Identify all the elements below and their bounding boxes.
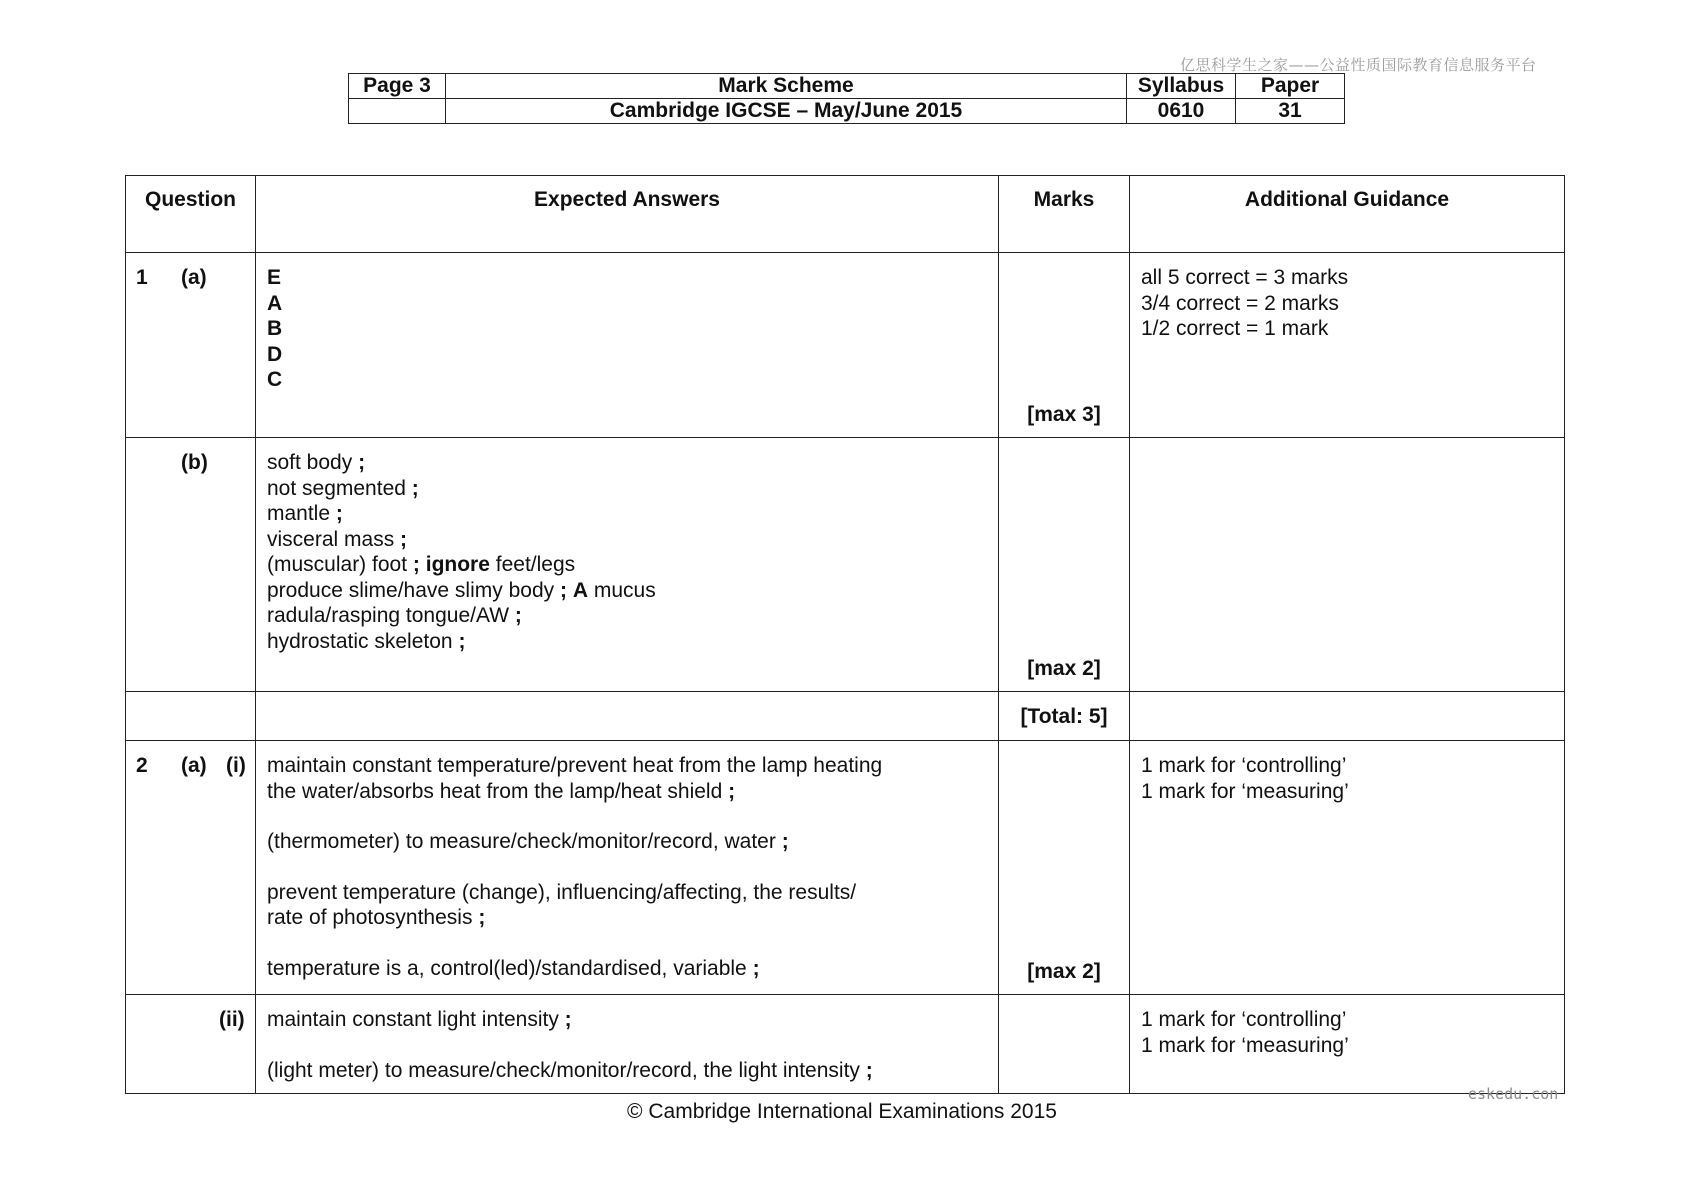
answer-line: radula/rasping tongue/AW ;: [267, 604, 522, 627]
mark-scheme-table: [125, 175, 1565, 1094]
table-header-row: [126, 176, 1565, 253]
answer-line: D: [267, 342, 283, 366]
table-row: [126, 438, 1565, 692]
answer-line: C: [267, 368, 283, 391]
answer-line: visceral mass ;: [267, 527, 408, 551]
syllabus-label: Syllabus: [1127, 74, 1236, 99]
question-number: 2: [136, 754, 148, 777]
column-question: Question: [126, 176, 256, 253]
guidance-line: 3/4 correct = 2 marks: [1141, 291, 1339, 315]
question-cell: [126, 438, 256, 692]
document-subtitle: Cambridge IGCSE – May/June 2015: [446, 99, 1127, 124]
guidance-line: 1 mark for ‘measuring’: [1141, 779, 1349, 803]
table-row: [126, 741, 1565, 995]
header-empty-cell: [349, 99, 446, 124]
question-cell: [126, 741, 256, 995]
document-title: Mark Scheme: [446, 74, 1127, 99]
marks-cell: [max 2]: [999, 438, 1130, 692]
marks-cell: [max 3]: [999, 253, 1130, 438]
empty-cell: [1130, 692, 1565, 741]
question-cell: [126, 995, 256, 1094]
answer-line: soft body ;: [267, 451, 366, 474]
answer-line: maintain constant temperature/prevent heat from the lamp heating: [267, 754, 883, 777]
answer-line: maintain constant light intensity ;: [267, 1008, 572, 1031]
answer-line: mantle ;: [267, 502, 343, 525]
answer-line: rate of photosynthesis ;: [267, 906, 486, 929]
column-answers: Expected Answers: [256, 176, 999, 253]
guidance-line: 1 mark for ‘measuring’: [1141, 1033, 1349, 1057]
guidance-line: 1 mark for ‘controlling’: [1141, 1008, 1347, 1031]
paper-code: 31: [1236, 99, 1345, 124]
answer-line: (light meter) to measure/check/monitor/record, the light intensity ;: [267, 1058, 873, 1082]
empty-cell: [126, 692, 256, 741]
table-row: [126, 253, 1565, 438]
page-number: Page 3: [349, 74, 446, 99]
answers-cell: [256, 995, 999, 1094]
guidance-cell: [1130, 253, 1565, 438]
empty-cell: [256, 692, 999, 741]
question-part: (a): [181, 754, 207, 777]
column-marks: Marks: [999, 176, 1130, 253]
guidance-line: 1 mark for ‘controlling’: [1141, 754, 1347, 777]
table-row: [126, 692, 1565, 741]
answer-line: temperature is a, control(led)/standardised, variable ;: [267, 956, 760, 980]
marks-cell: [999, 995, 1130, 1094]
watermark-top: 亿思科学生之家——公益性质国际教育信息服务平台: [1180, 56, 1537, 74]
answers-cell: [256, 438, 999, 692]
question-part: (a): [181, 266, 207, 289]
table-row: [126, 995, 1565, 1094]
watermark-bottom: eskedu.con: [1468, 1085, 1559, 1103]
question-subpart: (i): [226, 754, 246, 777]
guidance-cell: [1130, 741, 1565, 995]
answer-line: not segmented ;: [267, 476, 419, 500]
answers-cell: [256, 253, 999, 438]
answer-line: prevent temperature (change), influencing/affecting, the results/: [267, 880, 857, 904]
answer-line: B: [267, 317, 283, 340]
answer-line: E: [267, 266, 282, 289]
answer-line: (thermometer) to measure/check/monitor/record, water ;: [267, 830, 789, 853]
answer-line: hydrostatic skeleton ;: [267, 629, 466, 653]
answer-line: the water/absorbs heat from the lamp/heat shield ;: [267, 779, 736, 803]
answer-line: A: [267, 291, 283, 315]
header-table: [348, 73, 1345, 124]
answer-line: produce slime/have slimy body ; A mucus: [267, 578, 656, 602]
guidance-line: 1/2 correct = 1 mark: [1141, 317, 1329, 340]
guidance-cell: [1130, 438, 1565, 692]
guidance-line: all 5 correct = 3 marks: [1141, 266, 1349, 289]
guidance-cell: [1130, 995, 1565, 1094]
question-cell: [126, 253, 256, 438]
column-guidance: Additional Guidance: [1130, 176, 1565, 253]
question-part: (b): [181, 451, 208, 474]
syllabus-code: 0610: [1127, 99, 1236, 124]
question-number: 1: [136, 266, 148, 289]
paper-label: Paper: [1236, 74, 1345, 99]
question-subpart: (ii): [219, 1008, 245, 1031]
copyright-footer: © Cambridge International Examinations 2015: [627, 1100, 1057, 1123]
answers-cell: [256, 741, 999, 995]
answer-line: (muscular) foot ; ignore feet/legs: [267, 553, 576, 576]
marks-cell: [max 2]: [999, 741, 1130, 995]
total-marks: [Total: 5]: [999, 692, 1130, 741]
